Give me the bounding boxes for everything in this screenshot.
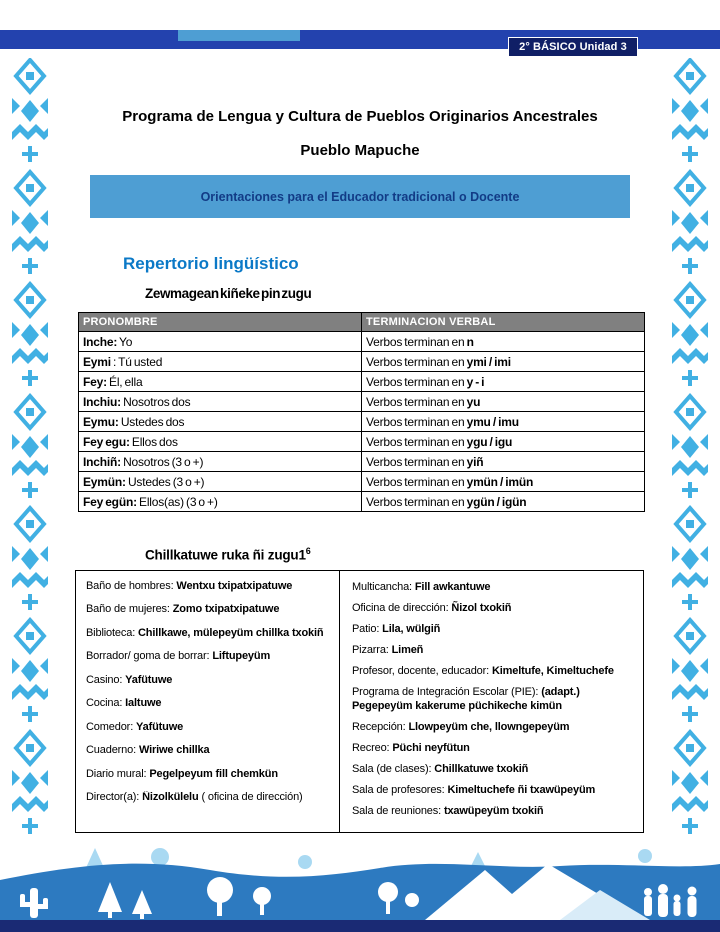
pronoun-row <box>79 432 645 452</box>
vocab-item: Oficina de dirección: Ñizol txokiñ <box>352 601 512 614</box>
content-area <box>60 58 660 833</box>
footnote-ref: 6 <box>305 546 311 556</box>
termination-cell: Verbos terminan en y - i <box>362 372 645 392</box>
vocab-item: Sala (de clases): Chillkatuwe txokiñ <box>352 762 529 775</box>
pronoun-cell: Eymi : Tú usted <box>79 352 362 372</box>
pronoun-cell: Eymün: Ustedes (3 o +) <box>79 472 362 492</box>
vocab-item: Multicancha: Fill awkantuwe <box>352 580 491 593</box>
vocab-item: Baño de hombres: Wentxu txipatxipatuwe <box>86 579 293 592</box>
pronoun-cell: Inche: Yo <box>79 332 362 352</box>
pronoun-row <box>79 372 645 392</box>
termination-cell: Verbos terminan en ymi / imi <box>362 352 645 372</box>
pronoun-table-body <box>79 332 645 512</box>
left-ornament-border <box>8 58 52 840</box>
orientation-banner <box>90 175 630 218</box>
pronoun-cell: Eymu: Ustedes dos <box>79 412 362 432</box>
termination-cell: Verbos terminan en yiñ <box>362 452 645 472</box>
termination-cell: Verbos terminan en ygu / igu <box>362 432 645 452</box>
vocab-right-column <box>340 571 643 832</box>
termination-cell: Verbos terminan en yu <box>362 392 645 412</box>
vocab-item: Patio: Lila, wülgiñ <box>352 622 441 635</box>
pronoun-cell: Fey egün: Ellos(as) (3 o +) <box>79 492 362 512</box>
program-title: Programa de Lengua y Cultura de Pueblos Originarios Ancestrales <box>122 108 598 125</box>
pronoun-row <box>79 472 645 492</box>
termination-cell: Verbos terminan en n <box>362 332 645 352</box>
pronoun-row <box>79 352 645 372</box>
footer-illustration <box>0 840 720 932</box>
right-ornament-border <box>668 58 712 840</box>
pronoun-cell: Fey egu: Ellos dos <box>79 432 362 452</box>
vocab-item: Programa de Integración Escolar (PIE): (adapt.) Pegepeyüm kakerume püchikeche kimün <box>352 685 580 712</box>
school-subtitle <box>145 546 660 563</box>
pueblo-title: Pueblo Mapuche <box>300 142 420 159</box>
school-subtitle-text: Chillkatuwe ruka ñi zugu1 <box>145 547 306 563</box>
vocab-item: Recepción: Llowpeyüm che, llowngepeyüm <box>352 720 570 733</box>
vocab-item: Sala de profesores: Kimeltuchefe ñi txawüpeyüm <box>352 783 596 796</box>
section-title: Repertorio lingüístico <box>123 254 299 273</box>
pronoun-cell: Inchiñ: Nosotros (3 o +) <box>79 452 362 472</box>
pronoun-table-header-row <box>79 313 645 332</box>
col-header-pronombre: PRONOMBRE <box>79 313 362 332</box>
pronoun-subtitle: Zewmagean kiñeke pin zugu <box>145 286 312 301</box>
vocab-left-column <box>76 571 340 832</box>
vocab-item: Casino: Yafütuwe <box>86 673 173 686</box>
termination-cell: Verbos terminan en ymün / imün <box>362 472 645 492</box>
vocab-item: Sala de reuniones: txawüpeyüm txokiñ <box>352 804 544 817</box>
pronoun-row <box>79 452 645 472</box>
pronoun-table <box>78 312 645 512</box>
vocab-item: Pizarra: Limeñ <box>352 643 424 656</box>
vocab-item: Cuaderno: Wiriwe chillka <box>86 744 210 756</box>
termination-cell: Verbos terminan en ygün / igün <box>362 492 645 512</box>
vocab-item: Recreo: Püchi neyfütun <box>352 741 470 754</box>
vocab-item: Director(a): Ñizolkülelu ( oficina de dirección) <box>86 791 303 803</box>
pronoun-row <box>79 392 645 412</box>
vocabulary-box <box>75 570 644 833</box>
pronoun-cell: Inchiu: Nosotros dos <box>79 392 362 412</box>
footer-navy-strip <box>0 920 720 932</box>
pronoun-cell: Fey: Él, ella <box>79 372 362 392</box>
vocab-item: Comedor: Yafütuwe <box>86 720 184 733</box>
vocab-item: Profesor, docente, educador: Kimeltufe, Kimeltuchefe <box>352 664 614 677</box>
orientation-banner-label: Orientaciones para el Educador tradicional o Docente <box>200 189 520 204</box>
pronoun-row <box>79 492 645 512</box>
top-bar-accent <box>178 30 300 41</box>
vocab-item: Biblioteca: Chillkawe, mülepeyüm chillka txokiñ <box>86 626 324 639</box>
vocab-item: Baño de mujeres: Zomo txipatxipatuwe <box>86 603 280 615</box>
unit-badge: 2° BÁSICO Unidad 3 <box>508 37 638 57</box>
pronoun-row <box>79 412 645 432</box>
vocab-item: Diario mural: Pegelpeyum fill chemkün <box>86 767 278 780</box>
termination-cell: Verbos terminan en ymu / imu <box>362 412 645 432</box>
vocab-item: Borrador/ goma de borrar: Liftupeyüm <box>86 650 271 662</box>
vocab-item: Cocina: Ialtuwe <box>86 697 162 709</box>
col-header-terminacion: TERMINACION VERBAL <box>362 313 645 332</box>
pronoun-row <box>79 332 645 352</box>
